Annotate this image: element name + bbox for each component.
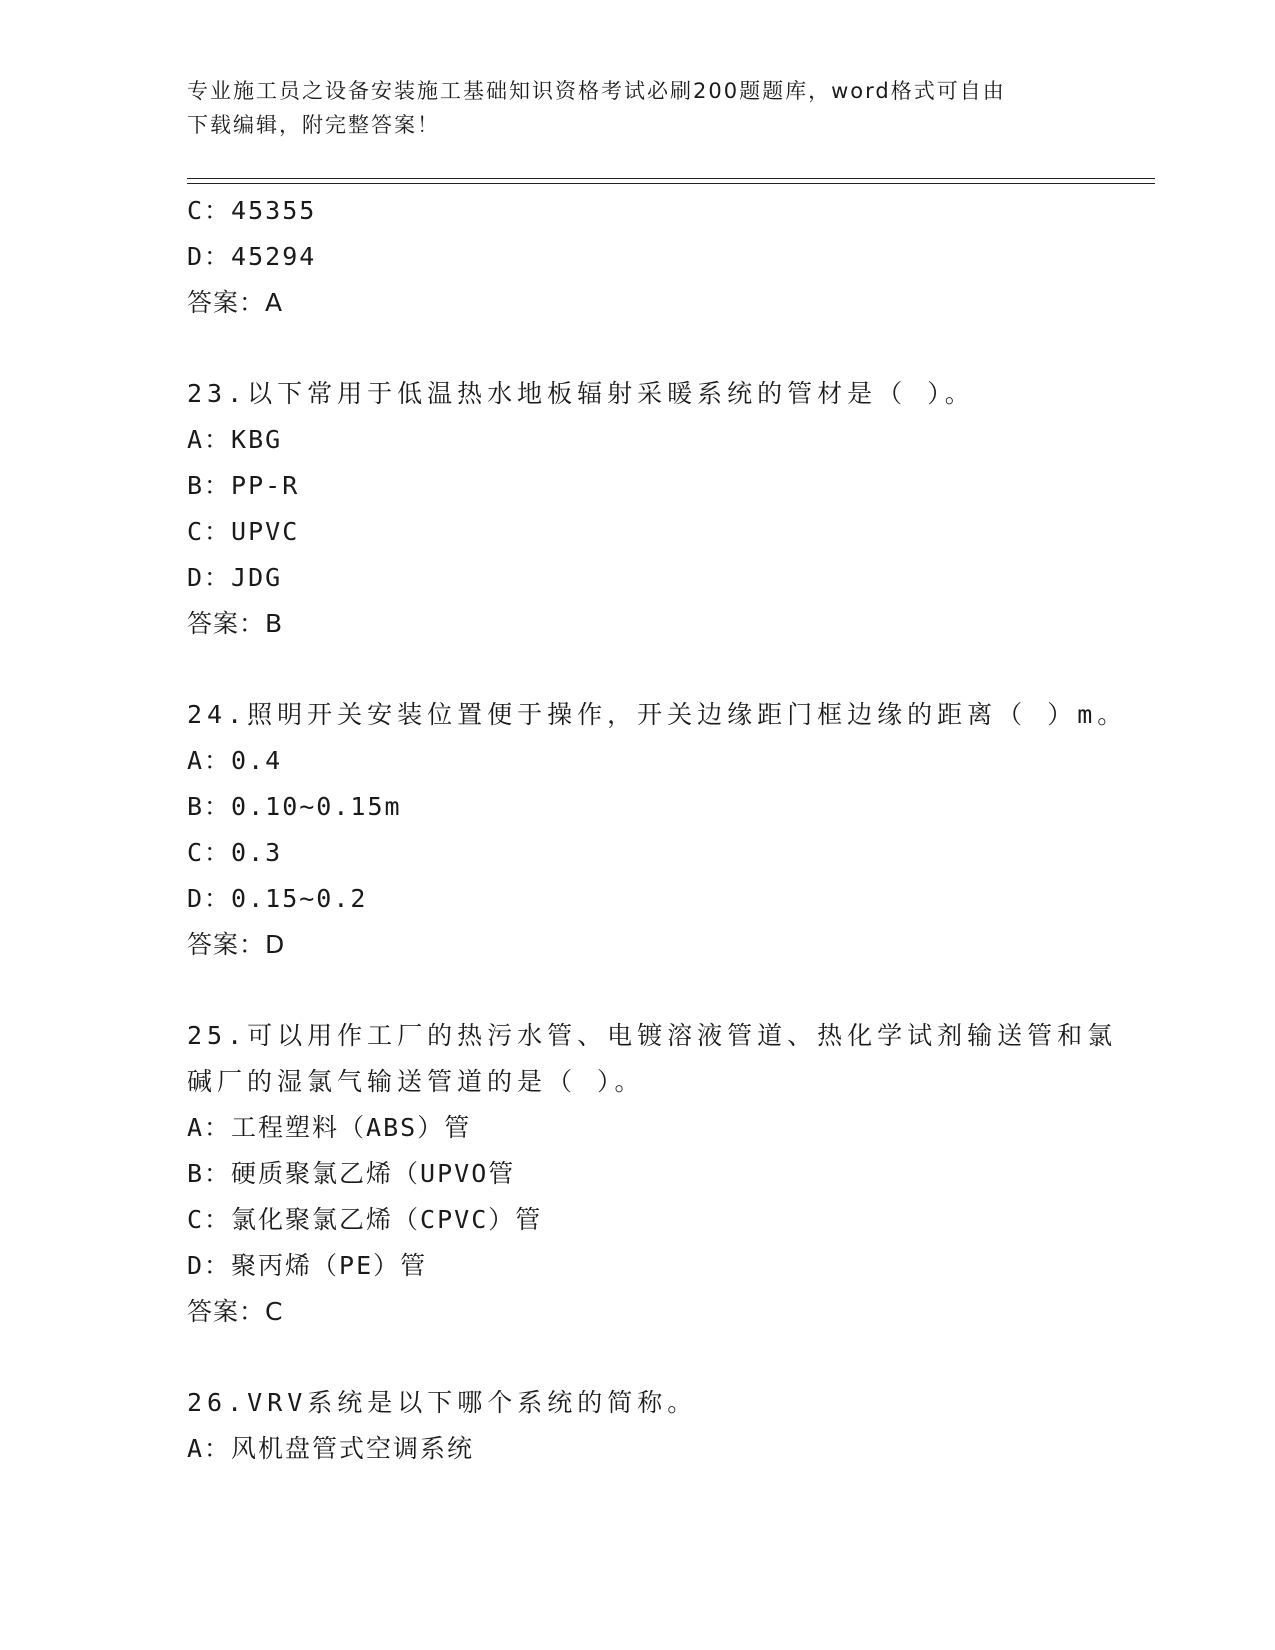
option-c: C：UPVC [187, 517, 300, 546]
option-a: A：工程塑料（ABS）管 [187, 1113, 472, 1142]
option-c: C：氯化聚氯乙烯（CPVC）管 [187, 1205, 543, 1234]
question-26 [187, 1380, 1157, 1472]
option-d: D：聚丙烯（PE）管 [187, 1251, 428, 1280]
question-22-continuation [187, 188, 1157, 326]
option-b: B：PP-R [187, 471, 300, 500]
question-text: 26.VRV系统是以下哪个系统的简称。 [187, 1388, 698, 1417]
option-d: D：JDG [187, 563, 283, 592]
header-divider-top [187, 178, 1155, 179]
header-divider-bottom [187, 183, 1155, 184]
document-header [187, 74, 1087, 142]
question-list [187, 188, 1157, 1472]
question-24 [187, 692, 1157, 968]
option-d: D：0.15~0.2 [187, 884, 368, 913]
option-b: B：0.10~0.15m [187, 792, 402, 821]
answer-line: 答案：C [187, 1297, 284, 1326]
answer-line: 答案：D [187, 930, 286, 959]
header-title-line-1: 专业施工员之设备安装施工基础知识资格考试必刷200题题库，word格式可自由 [187, 79, 1006, 103]
question-text: 23.以下常用于低温热水地板辐射采暖系统的管材是（ ）。 [187, 379, 975, 408]
question-text: 24.照明开关安装位置便于操作，开关边缘距门框边缘的距离（ ）m。 [187, 700, 1128, 729]
option-c: C：0.3 [187, 838, 283, 867]
option-a: A：风机盘管式空调系统 [187, 1434, 475, 1463]
question-text-line-2: 碱厂的湿氯气输送管道的是（ ）。 [187, 1067, 645, 1096]
option-a: A：0.4 [187, 746, 283, 775]
option-d: D：45294 [187, 242, 317, 271]
question-23 [187, 371, 1157, 647]
option-c: C：45355 [187, 196, 317, 225]
header-title-line-2: 下载编辑，附完整答案！ [187, 113, 440, 137]
option-b: B：硬质聚氯乙烯（UPVO管 [187, 1159, 516, 1188]
option-a: A：KBG [187, 425, 283, 454]
answer-line: 答案：A [187, 288, 284, 317]
answer-line: 答案：B [187, 609, 284, 638]
question-25 [187, 1013, 1157, 1335]
question-text-line-1: 25.可以用作工厂的热污水管、电镀溶液管道、热化学试剂输送管和氯 [187, 1021, 1118, 1050]
